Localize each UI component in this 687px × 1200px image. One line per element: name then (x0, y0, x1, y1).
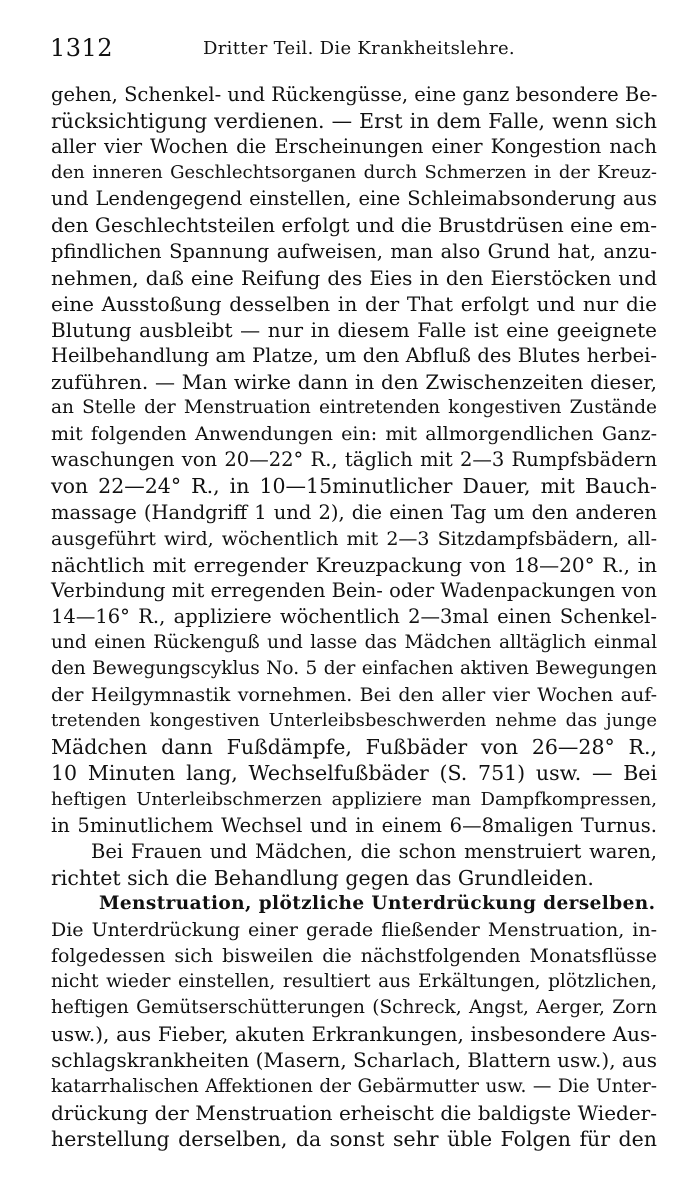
page-number: 1312 (50, 34, 114, 62)
text-line: der Heilgymnastik vornehmen. Bei den aller vier Wochen auf- (51, 684, 657, 707)
text-line: in 5minutlichem Wechsel und in einem 6—8maligen Turnus. (51, 813, 657, 837)
text-line: folgedessen sich bisweilen die nächstfolgenden Monatsflüsse (51, 945, 657, 968)
text-line: waschungen von 20—22° R., täglich mit 2—3 Rumpfsbädern (51, 448, 657, 472)
text-line: Heilbehandlung am Platze, um den Abfluß des Blutes herbei- (51, 343, 657, 367)
text-line: Blutung ausbleibt — nur in diesem Falle ist eine geeignete (51, 317, 657, 342)
paragraph-first-line: Bei Frauen und Mädchen, die schon menstruiert waren, (91, 839, 657, 863)
text-line: aller vier Wochen die Erscheinungen einer Kongestion nach (51, 135, 657, 159)
text-line: den Bewegungscyklus No. 5 der einfachen aktiven Bewegungen (51, 658, 657, 680)
text-line: nehmen, daß eine Reifung des Eies in den Eierstöcken und (51, 265, 657, 290)
text-line: von 22—24° R., in 10—15minutlicher Dauer, mit Bauch- (51, 474, 657, 499)
text-line: und Lendengegend einstellen, eine Schleimabsonderung aus (51, 187, 657, 211)
text-line: richtet sich die Behandlung gegen das Grundleiden. (51, 865, 594, 890)
text-line: herstellung derselben, da sonst sehr üble Folgen für den (51, 1126, 657, 1151)
text-line: rücksichtigung verdienen. — Erst in dem Falle, wenn sich (51, 109, 657, 134)
body-text (51, 82, 657, 1152)
text-line: den inneren Geschlechtsorganen durch Schmerzen in der Kreuz- (51, 162, 657, 184)
text-line: massage (Handgriff 1 und 2), die einen Tag um den anderen (51, 500, 657, 524)
text-line: mit folgenden Anwendungen ein: mit allmorgendlichen Ganz- (51, 423, 657, 446)
text-line: heftigen Gemütserschütterungen (Schreck, Angst, Aerger, Zorn (51, 997, 657, 1019)
text-line: heftigen Unterleibschmerzen appliziere man Dampfkompressen, (51, 788, 657, 810)
text-line: usw.), aus Fieber, akuten Erkrankungen, insbesondere Aus- (51, 1022, 657, 1047)
text-line: gehen, Schenkel- und Rückengüsse, eine ganz besondere Be- (51, 83, 658, 106)
text-line: und einen Rückenguß und lasse das Mädchen alltäglich einmal (51, 631, 657, 653)
text-line: 10 Minuten lang, Wechselfußbäder (S. 751) usw. — Bei (51, 761, 657, 786)
text-line: nicht wieder einstellen, resultiert aus Erkältungen, plötzlichen, (51, 971, 657, 993)
text-line: drückung der Menstruation erheischt die baldigste Wieder- (51, 1100, 657, 1125)
text-line: Mädchen dann Fußdämpfe, Fußbäder von 26—28° R., (51, 735, 657, 760)
running-head (50, 34, 660, 64)
text-line: pfindlichen Spannung aufweisen, man also Grund hat, anzu- (51, 239, 657, 263)
text-line: tretenden kongestiven Unterleibsbeschwerden nehme das junge (51, 710, 657, 732)
text-line: katarrhalischen Affektionen der Gebärmutter usw. — Die Unter- (51, 1075, 657, 1097)
text-line: nächtlich mit erregender Kreuzpackung von 18—20° R., in (51, 552, 657, 577)
text-line: 14—16° R., appliziere wöchentlich 2—3mal einen Schenkel- (51, 604, 657, 628)
text-line: an Stelle der Menstruation eintretenden kongestiven Zustände (51, 397, 657, 419)
text-line: zuführen. — Man wirke dann in den Zwischenzeiten dieser, (51, 370, 657, 395)
text-line: den Geschlechtsteilen erfolgt und die Brustdrüsen eine em- (51, 213, 658, 238)
text-line: Die Unterdrückung einer gerade fließender Menstruation, in- (51, 919, 657, 941)
text-line: ausgeführt wird, wöchentlich mit 2—3 Sitzdampfsbädern, all- (51, 527, 657, 550)
section-heading: Menstruation, plötzliche Unterdrückung derselben. (99, 892, 656, 914)
running-title: Dritter Teil. Die Krankheitslehre. (203, 38, 515, 59)
text-line: eine Ausstoßung desselben in der That erfolgt und nur die (51, 291, 657, 316)
text-line: Verbindung mit erregenden Bein- oder Wadenpackungen von (51, 578, 657, 602)
text-line: schlagskrankheiten (Masern, Scharlach, Blattern usw.), aus (51, 1048, 657, 1073)
